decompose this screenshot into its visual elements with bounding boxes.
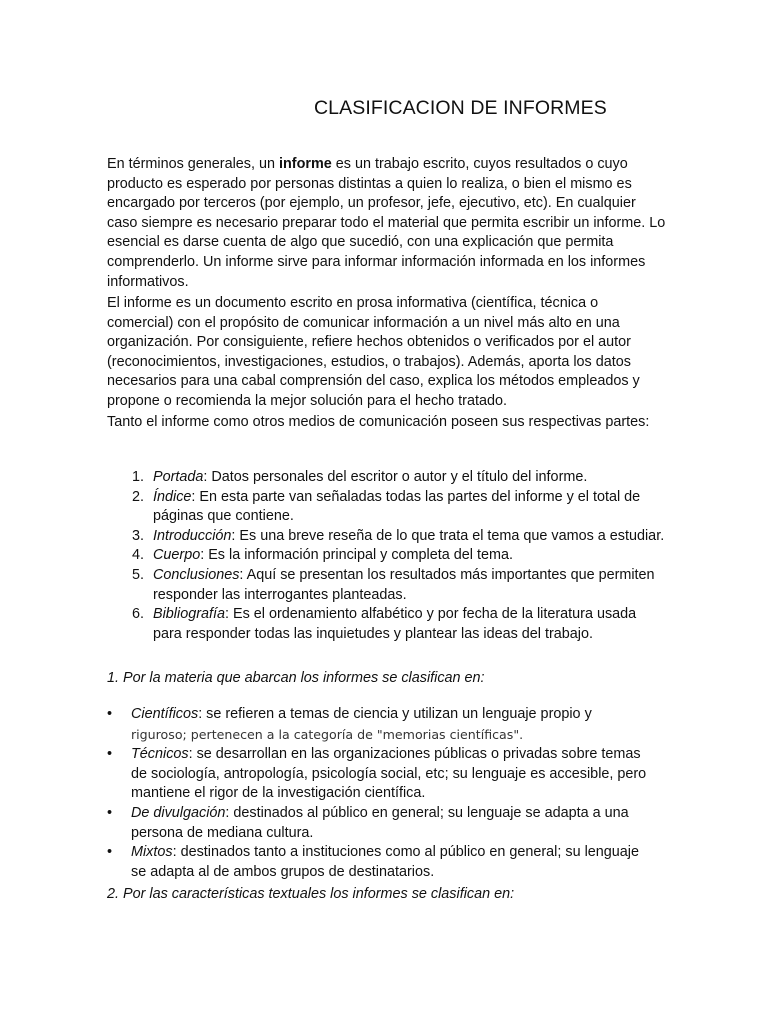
- list-item-term: Índice: [153, 488, 192, 505]
- list-item-text: : se refieren a temas de ciencia y utilizan un lenguaje propio y: [198, 706, 592, 722]
- list-item-term: Cuerpo: [153, 547, 201, 564]
- list-item-number: 1.: [132, 469, 145, 485]
- list-item-number: 3.: [132, 527, 145, 544]
- list-item-term: Bibliografía: [153, 606, 225, 623]
- list-item-term: Mixtos: [131, 844, 173, 861]
- kinds-list: [107, 705, 647, 882]
- list-item-text-alt: riguroso; pertenecen a la categoría de "memorias científicas".: [131, 726, 524, 742]
- parts-list: [107, 468, 667, 644]
- list-item: [107, 843, 647, 882]
- bullet-icon: •: [107, 844, 113, 861]
- list-item-number: 2.: [132, 488, 145, 505]
- list-item-text: : Es el ordenamiento alfabético y por fecha de la literatura usada para responder todas las inquietudes y plantear las ideas del trabajo.: [153, 606, 637, 642]
- bullet-icon: •: [107, 746, 113, 763]
- list-item-text: : Es la información principal y completa del tema.: [200, 547, 513, 564]
- list-item: [107, 468, 667, 488]
- section-heading-materia: 1. Por la materia que abarcan los informes se clasifican en:: [107, 670, 485, 686]
- list-item-text: : Aquí se presentan los resultados más importantes que permiten responder las interrogantes planteadas.: [153, 566, 655, 603]
- list-item-number: 6.: [132, 606, 145, 623]
- list-item-term: Portada: [153, 469, 204, 485]
- paragraph-definition: El informe es un documento escrito en prosa informativa (científica, técnica o comercial) con el propósito de comunicar información a un nivel más alto en una organización. Por consiguiente, refiere hechos obtenidos o verificados por el autor (reconocimientos, investigaciones, estudios, o trabajos). Además, aporta los datos necesarios para una cabal comprensión del caso, explica los métodos empleados y propone o recomienda la mejor solución para el hecho tratado.: [107, 295, 640, 409]
- list-item: [107, 705, 647, 745]
- list-item-number: 4.: [132, 547, 145, 564]
- list-item: [107, 804, 647, 843]
- list-item: [107, 546, 667, 566]
- paragraph-intro: [107, 155, 667, 292]
- list-item-text: : se desarrollan en las organizaciones públicas o privadas sobre temas de sociología, antropología, psicología social, etc; su lenguaje es accesible, pero mantiene el rigor de la investigación científica.: [131, 746, 647, 802]
- list-item-text: : destinados tanto a instituciones como al público en general; su lenguaje se adapta al de ambos grupos de destinatarios.: [131, 844, 639, 880]
- list-item-term: Técnicos: [131, 746, 189, 763]
- list-item-term: De divulgación: [131, 804, 226, 821]
- list-item: [107, 527, 667, 547]
- list-item: [107, 488, 667, 527]
- paragraph-intro-pre: En términos generales, un: [107, 156, 279, 172]
- paragraph-parts-intro: Tanto el informe como otros medios de comunicación poseen sus respectivas partes:: [107, 414, 650, 430]
- list-item-term: Introducción: [153, 527, 232, 544]
- list-item-text: : destinados al público en general; su lenguaje se adapta a una persona de mediana cultura.: [131, 804, 629, 841]
- list-item-number: 5.: [132, 566, 145, 583]
- list-item: [107, 745, 647, 804]
- list-item-text: : Es una breve reseña de lo que trata el tema que vamos a estudiar.: [231, 527, 665, 544]
- bullet-icon: •: [107, 706, 113, 722]
- paragraph-intro-bold: informe: [279, 156, 332, 172]
- list-item: [107, 605, 667, 644]
- paragraph-intro-post: es un trabajo escrito, cuyos resultados o cuyo producto es esperado por personas distintas a quien lo realiza, o bien el mismo es encargado por terceros (por ejemplo, un profesor, jefe, ejecutivo, etc). En cualquier caso siempre es necesario preparar todo el material que permita escribir un informe. Lo esencial es darse cuenta de algo que sucedió, con una explicación que permita comprenderlo. Un informe sirve para informar información informada en los informes informativos.: [107, 156, 666, 290]
- list-item-text: : Datos personales del escritor o autor y el título del informe.: [203, 469, 588, 485]
- list-item-term: Conclusiones: [153, 566, 240, 583]
- document-title: CLASIFICACION DE INFORMES: [314, 97, 607, 119]
- list-item-text: : En esta parte van señaladas todas las partes del informe y el total de páginas que contiene.: [153, 488, 641, 525]
- list-item: [107, 566, 667, 605]
- list-item-term: Científicos: [131, 706, 199, 722]
- bullet-icon: •: [107, 804, 113, 821]
- section-heading-caracteristicas: 2. Por las características textuales los informes se clasifican en:: [107, 886, 515, 902]
